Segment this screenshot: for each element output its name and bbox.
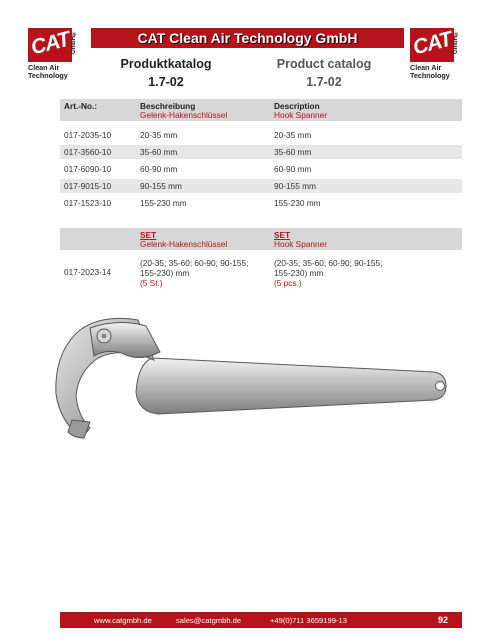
hook-spanner-image bbox=[42, 312, 452, 452]
logo-line-2: Technology bbox=[28, 71, 68, 80]
col-beschreibung-header: Beschreibung bbox=[140, 101, 196, 111]
footer-email-link[interactable]: sales@catgmbh.de bbox=[176, 616, 242, 625]
catalog-de-code: 1.7-02 bbox=[148, 75, 184, 89]
company-name: CAT Clean Air Technology GmbH bbox=[137, 30, 358, 46]
set-de-line-2: 155-230) mm bbox=[140, 268, 190, 278]
set-name-en: Hook Spanner bbox=[274, 239, 328, 249]
table-header bbox=[60, 99, 462, 121]
row-art: 017-2035-10 bbox=[64, 130, 112, 140]
table-row bbox=[60, 196, 462, 210]
catalog-de-label: Produktkatalog bbox=[120, 57, 212, 71]
set-en-line-3: (5 pcs.) bbox=[274, 278, 302, 288]
row-art: 017-3560-10 bbox=[64, 147, 112, 157]
table-row bbox=[60, 128, 462, 142]
col-description-header: Description bbox=[274, 101, 320, 111]
logo-brand: CAT bbox=[410, 27, 454, 60]
row-en: 20-35 mm bbox=[274, 130, 312, 140]
logo-gmbh: GmbH® bbox=[453, 30, 459, 54]
footer-website-link[interactable]: www.catgmbh.de bbox=[94, 616, 152, 625]
table-row bbox=[60, 162, 462, 176]
row-de: 155-230 mm bbox=[140, 198, 187, 208]
set-header bbox=[60, 228, 462, 250]
row-de: 60-90 mm bbox=[140, 164, 178, 174]
catalog-en-code: 1.7-02 bbox=[306, 75, 342, 89]
subheader-de: Gelenk-Hakenschlüssel bbox=[140, 110, 228, 120]
set-label-en: SET bbox=[274, 230, 291, 240]
logo-subtitle bbox=[410, 64, 450, 80]
set-de-line-3: (5 St.) bbox=[140, 278, 163, 288]
row-en: 35-60 mm bbox=[274, 147, 312, 157]
set-en-line-1: (20-35; 35-60; 60-90; 90-155; bbox=[274, 258, 383, 268]
set-en-line-2: 155-230) mm bbox=[274, 268, 324, 278]
set-name-de: Gelenk-Hakenschlüssel bbox=[140, 239, 228, 249]
table-row bbox=[60, 145, 462, 159]
logo-badge bbox=[410, 28, 454, 62]
logo-subtitle bbox=[28, 64, 68, 80]
catalog-title-en bbox=[264, 55, 384, 91]
col-art-header: Art.-No.: bbox=[64, 101, 98, 111]
catalog-title-de bbox=[106, 55, 226, 91]
logo-gmbh: GmbH® bbox=[71, 30, 77, 54]
row-art: 017-6090-10 bbox=[64, 164, 112, 174]
company-logo-left bbox=[28, 27, 84, 80]
page-number: 92 bbox=[438, 615, 449, 625]
row-de: 35-60 mm bbox=[140, 147, 178, 157]
row-art: 017-1523-10 bbox=[64, 198, 112, 208]
row-art: 017-9015-10 bbox=[64, 181, 112, 191]
footer-phone: +49(0)711 3659199-13 bbox=[270, 616, 347, 625]
catalog-en-label: Product catalog bbox=[276, 57, 372, 71]
logo-brand: CAT bbox=[28, 27, 72, 60]
table-row bbox=[60, 179, 462, 193]
logo-line-1: Clean Air bbox=[28, 63, 60, 72]
row-en: 155-230 mm bbox=[274, 198, 321, 208]
company-banner bbox=[91, 28, 404, 48]
subheader-en: Hook Spanner bbox=[274, 110, 328, 120]
company-logo-right bbox=[410, 27, 466, 80]
logo-badge bbox=[28, 28, 72, 62]
logo-line-2: Technology bbox=[410, 71, 450, 80]
row-de: 90-155 mm bbox=[140, 181, 182, 191]
row-en: 90-155 mm bbox=[274, 181, 316, 191]
set-label-de: SET bbox=[140, 230, 157, 240]
row-de: 20-35 mm bbox=[140, 130, 178, 140]
set-de-line-1: (20-35; 35-60; 60-90; 90-155; bbox=[140, 258, 249, 268]
row-en: 60-90 mm bbox=[274, 164, 312, 174]
logo-line-1: Clean Air bbox=[410, 63, 442, 72]
set-art: 017-2023-14 bbox=[64, 267, 112, 277]
page-footer bbox=[60, 612, 462, 628]
